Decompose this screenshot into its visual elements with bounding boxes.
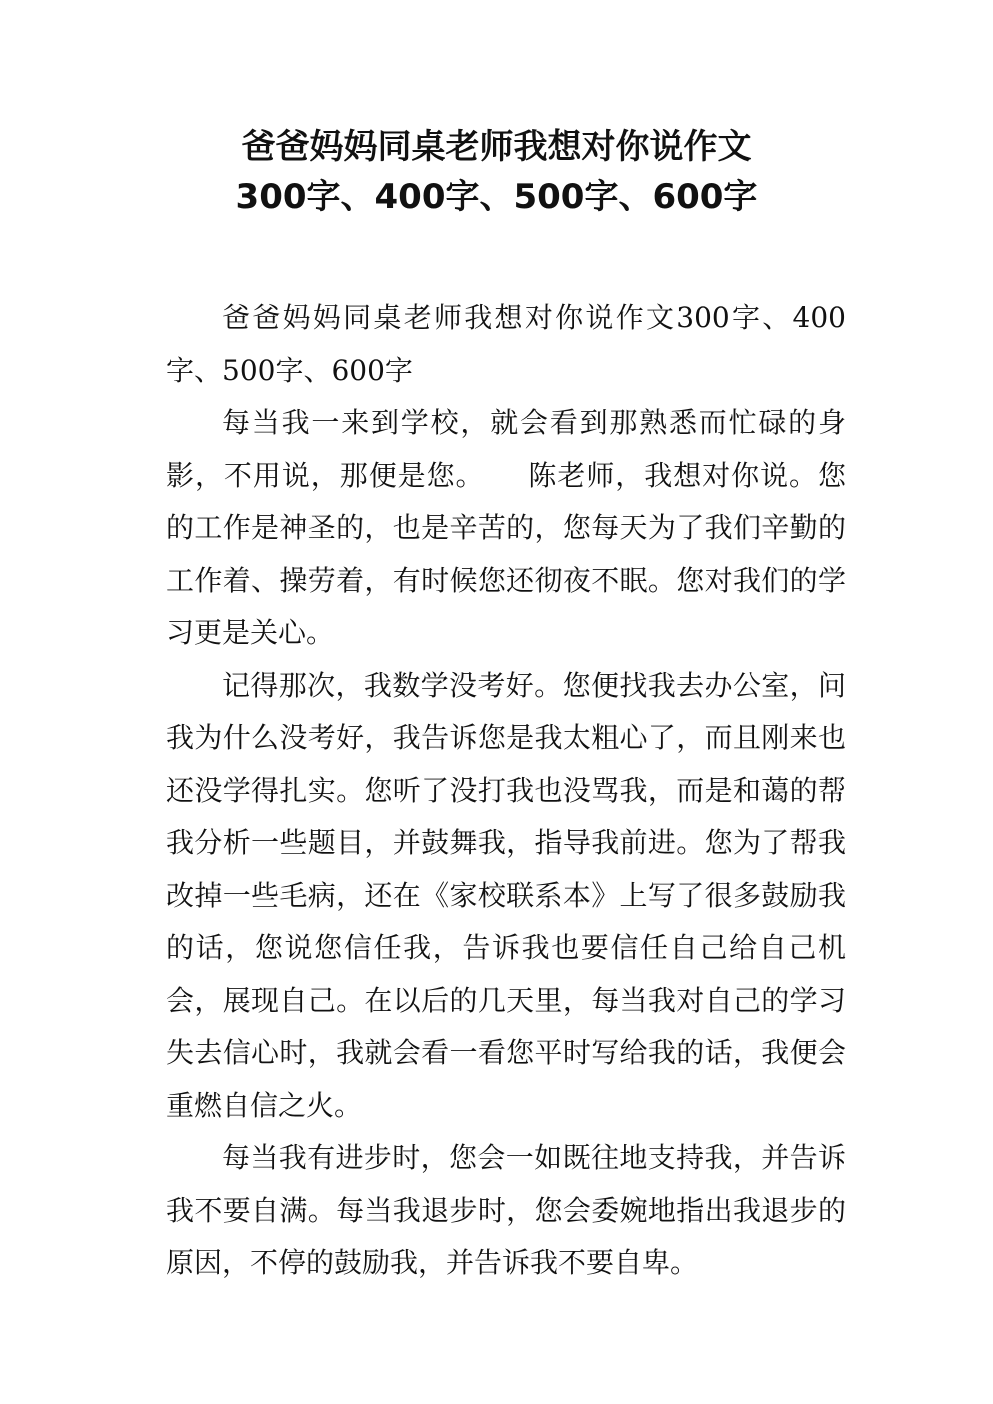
paragraph-2: 每当我一来到学校，就会看到那熟悉而忙碌的身影，不用说，那便是您。 陈老师，我想对你说。您的工作是神圣的，也是辛苦的，您每天为了我们辛勤的工作着、操劳着，有时候您还彻夜不眠。您对我们的学习更是关心。 <box>166 406 846 649</box>
paragraph-1: 爸爸妈妈同桌老师我想对你说作文300字、400字、500字、600字 <box>166 301 846 387</box>
paragraph-3: 记得那次，我数学没考好。您便找我去办公室，问我为什么没考好，我告诉您是我太粗心了，而且刚来也还没学得扎实。您听了没打我也没骂我，而是和蔼的帮我分析一些题目，并鼓舞我，指导我前进。您为了帮我改掉一些毛病，还在《家校联系本》上写了很多鼓励我的话，您说您信任我，告诉我也要信任自己给自己机会，展现自己。在以后的几天里，每当我对自己的学习失去信心时，我就会看一看您平时写给我的话，我便会重燃自信之火。 <box>166 668 846 1122</box>
title-line-2: 300字、400字、500字、600字 <box>235 177 758 217</box>
document-title <box>0 122 993 222</box>
title-line-1: 爸爸妈妈同桌老师我想对你说作文 <box>241 127 752 167</box>
document-body <box>166 292 846 1290</box>
paragraph-4: 每当我有进步时，您会一如既往地支持我，并告诉我不要自满。每当我退步时，您会委婉地指出我退步的原因，不停的鼓励我，并告诉我不要自卑。 <box>166 1141 846 1279</box>
